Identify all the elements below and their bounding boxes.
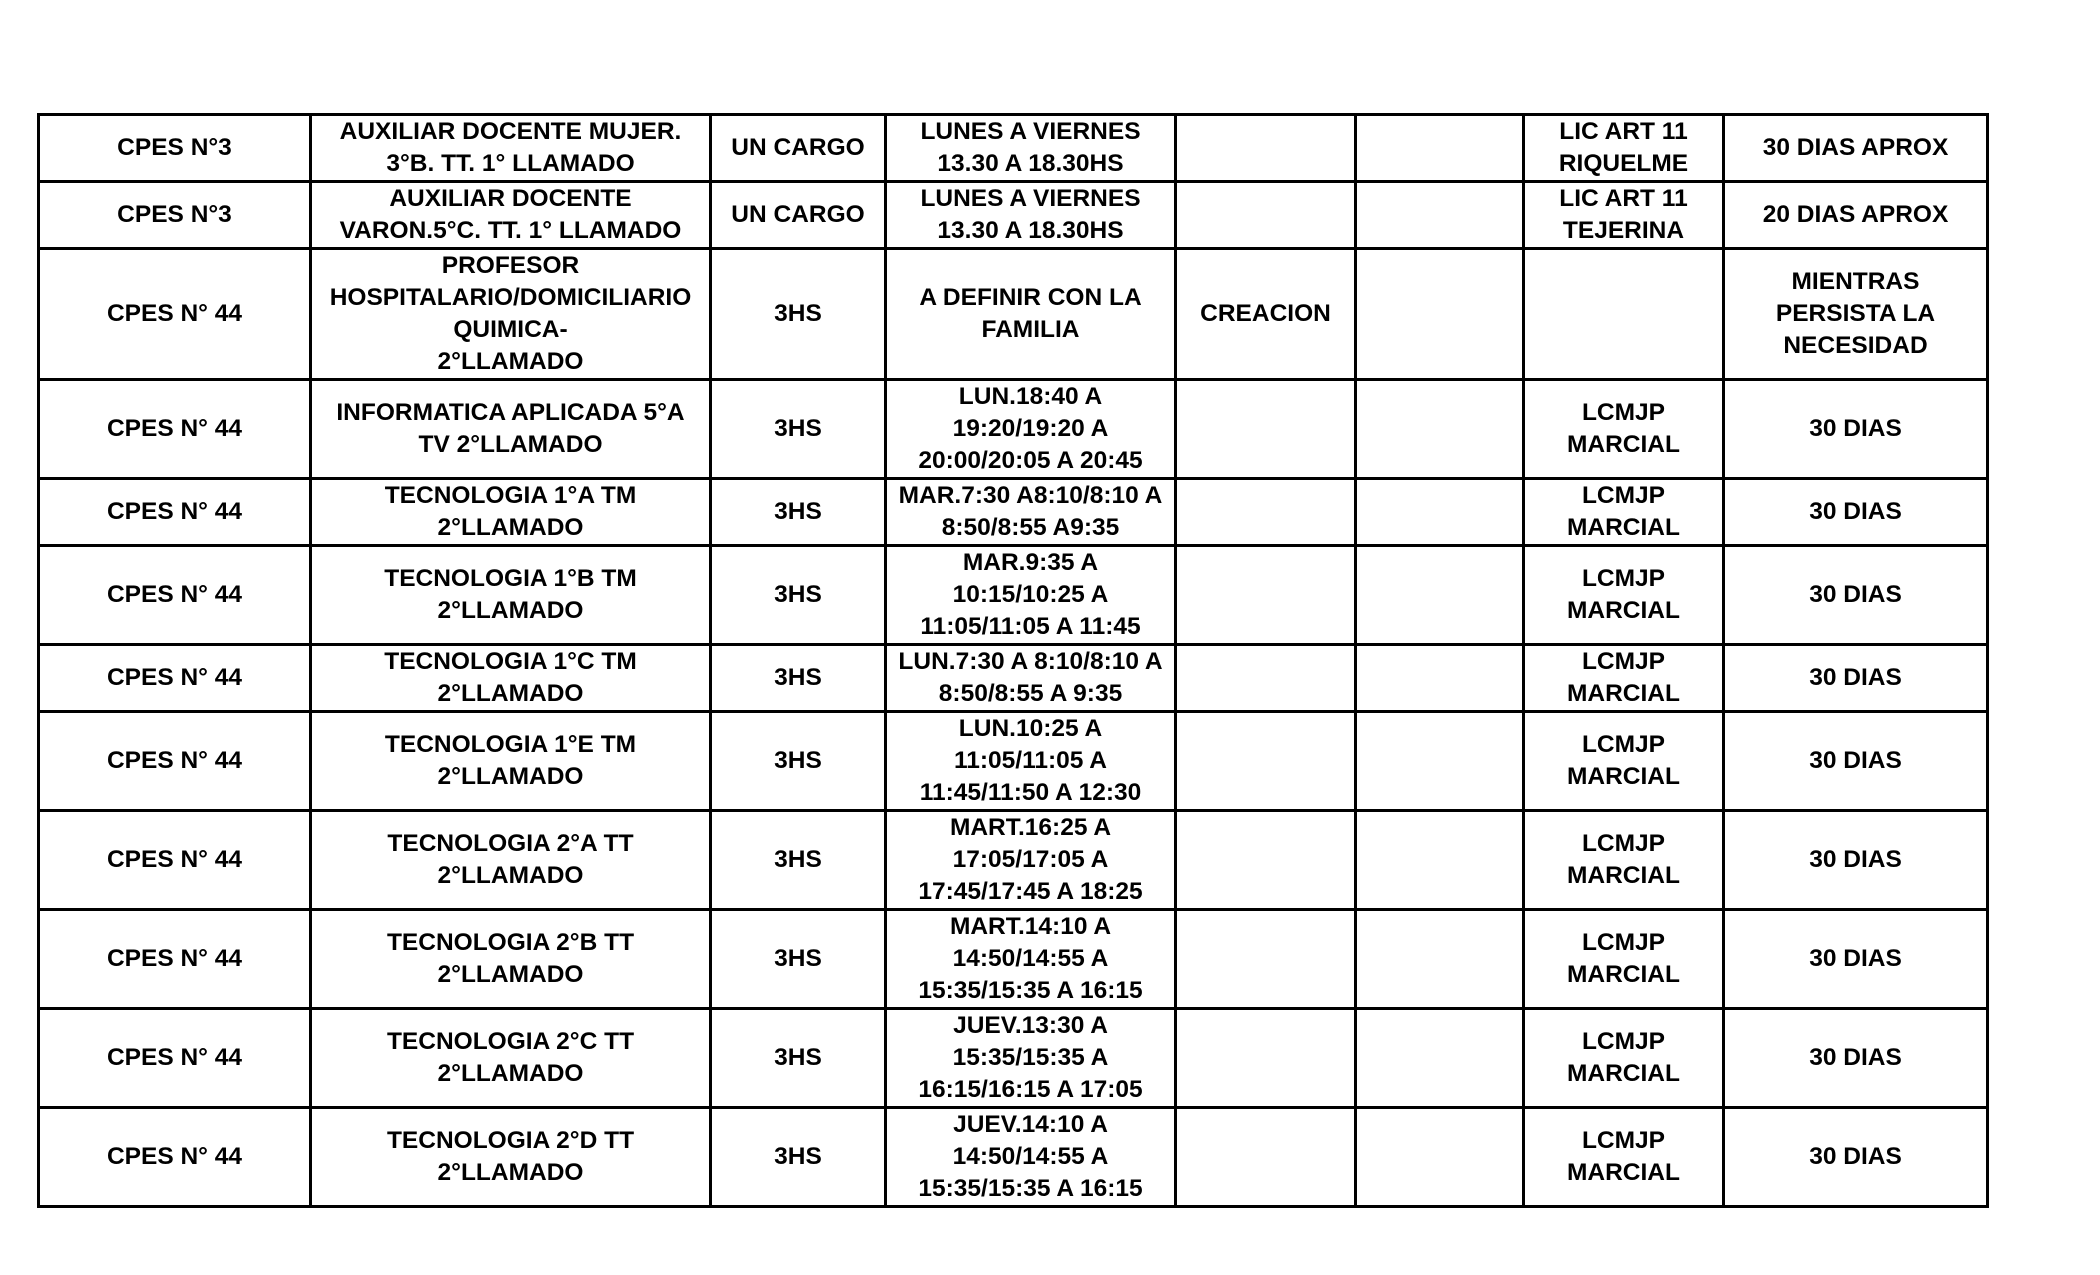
subject-cell: TECNOLOGIA 2°A TT 2°LLAMADO bbox=[311, 811, 711, 910]
table-row bbox=[39, 115, 1988, 182]
table-row bbox=[39, 1108, 1988, 1207]
reason-cell bbox=[1176, 1009, 1356, 1108]
subject-cell: TECNOLOGIA 1°B TM 2°LLAMADO bbox=[311, 546, 711, 645]
duration-cell: 20 DIAS APROX bbox=[1724, 182, 1988, 249]
table-body bbox=[39, 115, 1988, 1207]
license-cell: LCMJP MARCIAL bbox=[1524, 645, 1724, 712]
table-row bbox=[39, 1009, 1988, 1108]
table-row bbox=[39, 811, 1988, 910]
schedule-cell: MAR.9:35 A 10:15/10:25 A 11:05/11:05 A 11:45 bbox=[886, 546, 1176, 645]
hours-cell: 3HS bbox=[711, 811, 886, 910]
extra-cell bbox=[1356, 811, 1524, 910]
school-cell: CPES N°3 bbox=[39, 115, 311, 182]
license-cell: LCMJP MARCIAL bbox=[1524, 811, 1724, 910]
license-cell: LCMJP MARCIAL bbox=[1524, 1009, 1724, 1108]
school-cell: CPES N°3 bbox=[39, 182, 311, 249]
reason-cell bbox=[1176, 380, 1356, 479]
duration-cell: MIENTRAS PERSISTA LA NECESIDAD bbox=[1724, 249, 1988, 380]
subject-cell: INFORMATICA APLICADA 5°A TV 2°LLAMADO bbox=[311, 380, 711, 479]
hours-cell: 3HS bbox=[711, 546, 886, 645]
hours-cell: 3HS bbox=[711, 380, 886, 479]
schedule-cell: MART.16:25 A 17:05/17:05 A 17:45/17:45 A 18:25 bbox=[886, 811, 1176, 910]
table-row bbox=[39, 479, 1988, 546]
hours-cell: 3HS bbox=[711, 712, 886, 811]
subject-cell: AUXILIAR DOCENTE VARON.5°C. TT. 1° LLAMADO bbox=[311, 182, 711, 249]
license-cell: LIC ART 11 TEJERINA bbox=[1524, 182, 1724, 249]
schedule-cell: LUNES A VIERNES 13.30 A 18.30HS bbox=[886, 115, 1176, 182]
license-cell: LCMJP MARCIAL bbox=[1524, 1108, 1724, 1207]
reason-cell bbox=[1176, 115, 1356, 182]
license-cell: LIC ART 11 RIQUELME bbox=[1524, 115, 1724, 182]
schedule-cell: LUN.18:40 A 19:20/19:20 A 20:00/20:05 A 20:45 bbox=[886, 380, 1176, 479]
subject-cell: TECNOLOGIA 1°C TM 2°LLAMADO bbox=[311, 645, 711, 712]
duration-cell: 30 DIAS bbox=[1724, 479, 1988, 546]
subject-cell: TECNOLOGIA 2°B TT 2°LLAMADO bbox=[311, 910, 711, 1009]
extra-cell bbox=[1356, 645, 1524, 712]
schedule-cell: JUEV.14:10 A 14:50/14:55 A 15:35/15:35 A 16:15 bbox=[886, 1108, 1176, 1207]
table-row bbox=[39, 546, 1988, 645]
school-cell: CPES N° 44 bbox=[39, 910, 311, 1009]
extra-cell bbox=[1356, 479, 1524, 546]
duration-cell: 30 DIAS bbox=[1724, 546, 1988, 645]
subject-cell: PROFESOR HOSPITALARIO/DOMICILIARIO QUIMICA- 2°LLAMADO bbox=[311, 249, 711, 380]
subject-cell: AUXILIAR DOCENTE MUJER. 3°B. TT. 1° LLAMADO bbox=[311, 115, 711, 182]
hours-cell: 3HS bbox=[711, 1108, 886, 1207]
reason-cell bbox=[1176, 645, 1356, 712]
school-cell: CPES N° 44 bbox=[39, 249, 311, 380]
school-cell: CPES N° 44 bbox=[39, 811, 311, 910]
table-row bbox=[39, 712, 1988, 811]
hours-cell: 3HS bbox=[711, 645, 886, 712]
duration-cell: 30 DIAS bbox=[1724, 645, 1988, 712]
table-row bbox=[39, 380, 1988, 479]
hours-cell: 3HS bbox=[711, 479, 886, 546]
hours-cell: 3HS bbox=[711, 249, 886, 380]
table-row bbox=[39, 645, 1988, 712]
table-row bbox=[39, 910, 1988, 1009]
extra-cell bbox=[1356, 380, 1524, 479]
document-page bbox=[37, 113, 1986, 1208]
reason-cell bbox=[1176, 910, 1356, 1009]
license-cell: LCMJP MARCIAL bbox=[1524, 712, 1724, 811]
duration-cell: 30 DIAS bbox=[1724, 1108, 1988, 1207]
reason-cell bbox=[1176, 1108, 1356, 1207]
table-row bbox=[39, 182, 1988, 249]
license-cell: LCMJP MARCIAL bbox=[1524, 910, 1724, 1009]
reason-cell bbox=[1176, 811, 1356, 910]
schedule-cell: JUEV.13:30 A 15:35/15:35 A 16:15/16:15 A 17:05 bbox=[886, 1009, 1176, 1108]
subject-cell: TECNOLOGIA 2°D TT 2°LLAMADO bbox=[311, 1108, 711, 1207]
schedule-cell: MART.14:10 A 14:50/14:55 A 15:35/15:35 A 16:15 bbox=[886, 910, 1176, 1009]
reason-cell bbox=[1176, 712, 1356, 811]
reason-cell bbox=[1176, 546, 1356, 645]
school-cell: CPES N° 44 bbox=[39, 479, 311, 546]
school-cell: CPES N° 44 bbox=[39, 1108, 311, 1207]
subject-cell: TECNOLOGIA 1°E TM 2°LLAMADO bbox=[311, 712, 711, 811]
schedule-cell: A DEFINIR CON LA FAMILIA bbox=[886, 249, 1176, 380]
table-row bbox=[39, 249, 1988, 380]
hours-cell: 3HS bbox=[711, 910, 886, 1009]
duration-cell: 30 DIAS APROX bbox=[1724, 115, 1988, 182]
extra-cell bbox=[1356, 1108, 1524, 1207]
extra-cell bbox=[1356, 1009, 1524, 1108]
school-cell: CPES N° 44 bbox=[39, 1009, 311, 1108]
school-cell: CPES N° 44 bbox=[39, 546, 311, 645]
subject-cell: TECNOLOGIA 2°C TT 2°LLAMADO bbox=[311, 1009, 711, 1108]
extra-cell bbox=[1356, 910, 1524, 1009]
license-cell bbox=[1524, 249, 1724, 380]
school-cell: CPES N° 44 bbox=[39, 380, 311, 479]
reason-cell bbox=[1176, 182, 1356, 249]
school-cell: CPES N° 44 bbox=[39, 712, 311, 811]
license-cell: LCMJP MARCIAL bbox=[1524, 380, 1724, 479]
extra-cell bbox=[1356, 712, 1524, 811]
reason-cell bbox=[1176, 479, 1356, 546]
hours-cell: UN CARGO bbox=[711, 182, 886, 249]
extra-cell bbox=[1356, 546, 1524, 645]
duration-cell: 30 DIAS bbox=[1724, 380, 1988, 479]
school-cell: CPES N° 44 bbox=[39, 645, 311, 712]
extra-cell bbox=[1356, 115, 1524, 182]
schedule-cell: LUN.10:25 A 11:05/11:05 A 11:45/11:50 A 12:30 bbox=[886, 712, 1176, 811]
license-cell: LCMJP MARCIAL bbox=[1524, 479, 1724, 546]
extra-cell bbox=[1356, 249, 1524, 380]
subject-cell: TECNOLOGIA 1°A TM 2°LLAMADO bbox=[311, 479, 711, 546]
duration-cell: 30 DIAS bbox=[1724, 1009, 1988, 1108]
extra-cell bbox=[1356, 182, 1524, 249]
duration-cell: 30 DIAS bbox=[1724, 811, 1988, 910]
hours-cell: 3HS bbox=[711, 1009, 886, 1108]
license-cell: LCMJP MARCIAL bbox=[1524, 546, 1724, 645]
vacancy-table bbox=[37, 113, 1989, 1208]
duration-cell: 30 DIAS bbox=[1724, 910, 1988, 1009]
hours-cell: UN CARGO bbox=[711, 115, 886, 182]
duration-cell: 30 DIAS bbox=[1724, 712, 1988, 811]
schedule-cell: MAR.7:30 A8:10/8:10 A 8:50/8:55 A9:35 bbox=[886, 479, 1176, 546]
schedule-cell: LUN.7:30 A 8:10/8:10 A 8:50/8:55 A 9:35 bbox=[886, 645, 1176, 712]
reason-cell: CREACION bbox=[1176, 249, 1356, 380]
schedule-cell: LUNES A VIERNES 13.30 A 18.30HS bbox=[886, 182, 1176, 249]
